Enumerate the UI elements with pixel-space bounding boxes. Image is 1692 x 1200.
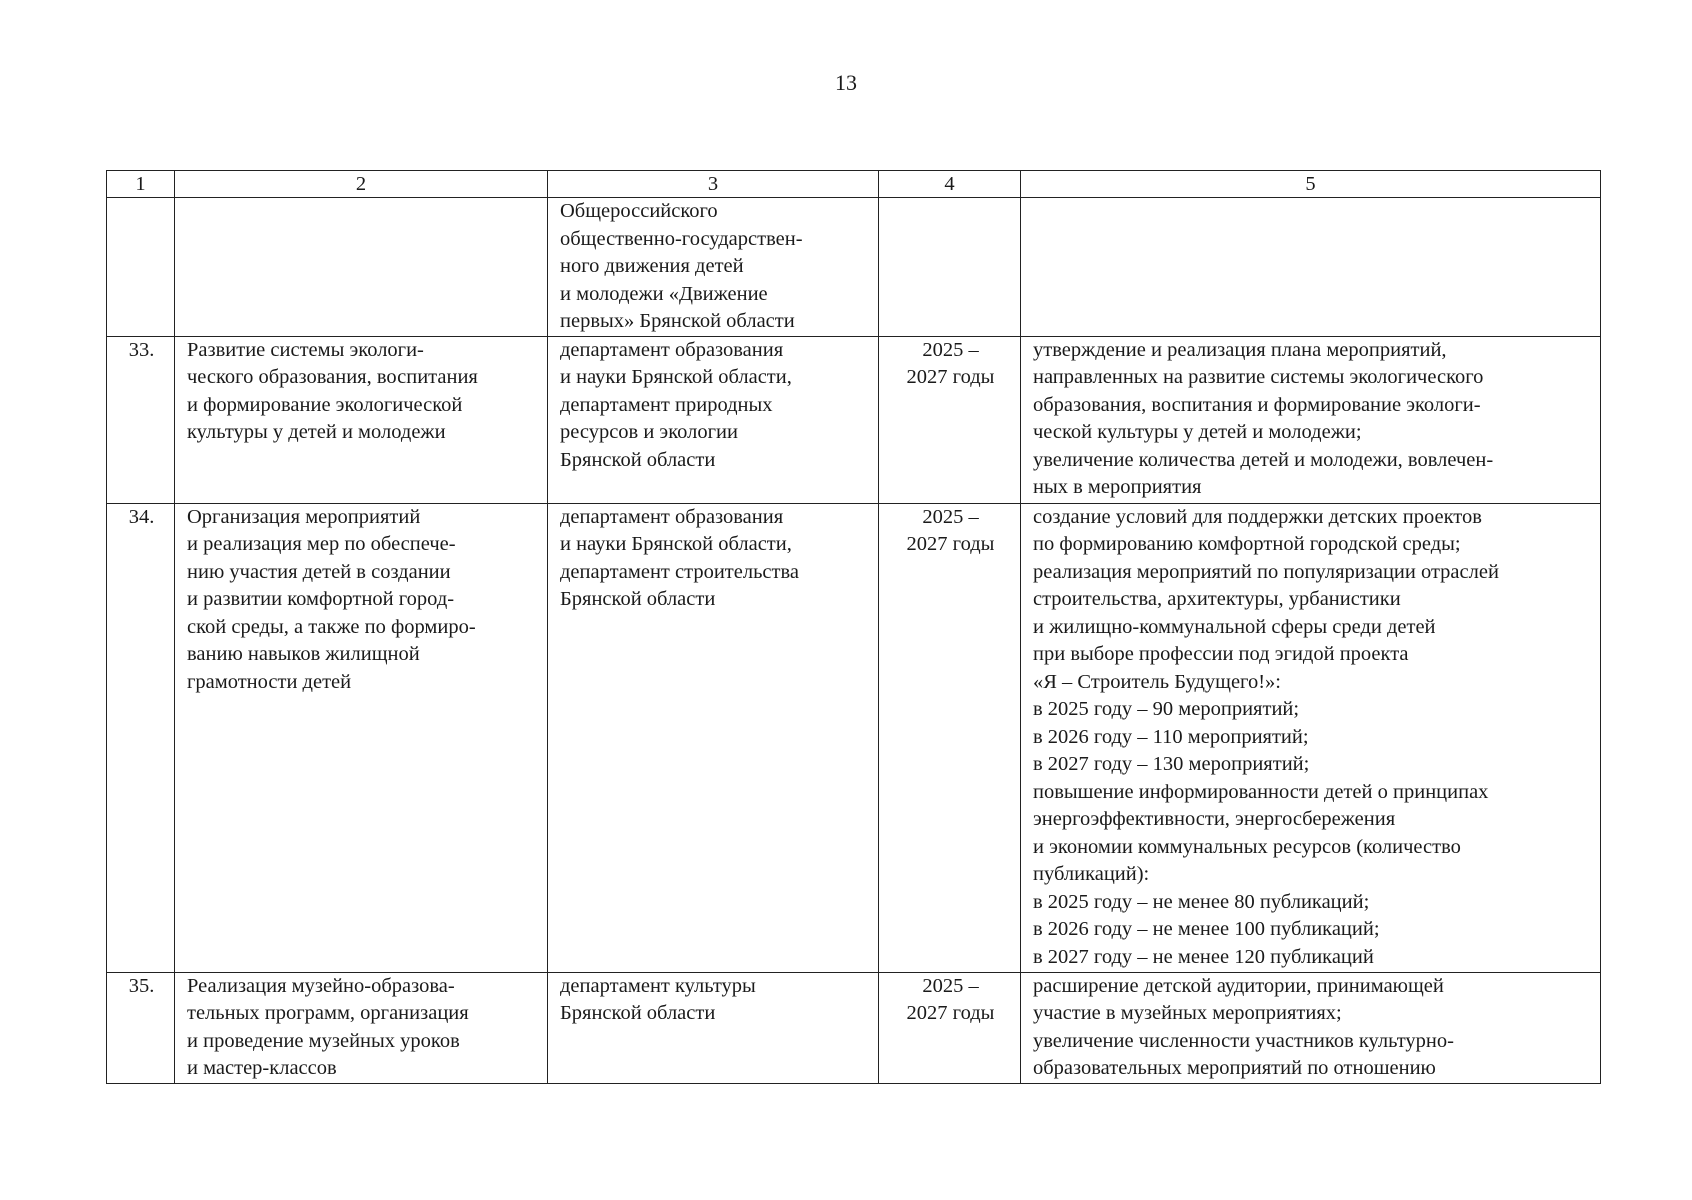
period-cell xyxy=(879,198,1021,337)
measures-table xyxy=(106,170,1601,1084)
table-row xyxy=(107,503,1601,972)
period-cell: 2025 – 2027 годы xyxy=(879,336,1021,503)
period-cell: 2025 – 2027 годы xyxy=(879,503,1021,972)
executors-cell: департамент образования и науки Брянской области, департамент строительства Брянской области xyxy=(548,503,879,972)
row-number: 33. xyxy=(107,336,175,503)
table-row xyxy=(107,198,1601,337)
result-cell: расширение детской аудитории, принимающей участие в музейных мероприятиях; увеличение численности участников культурно- образовательных мероприятий по отношению xyxy=(1021,972,1601,1083)
measure-cell: Развитие системы экологи- ческого образования, воспитания и формирование экологической культуры у детей и молодежи xyxy=(175,336,548,503)
measure-cell: Организация мероприятий и реализация мер по обеспече- нию участия детей в создании и развитии комфортной город- ской среды, а также по формиро- ванию навыков жилищной грамотности детей xyxy=(175,503,548,972)
row-number xyxy=(107,198,175,337)
measure-cell xyxy=(175,198,548,337)
page-number: 13 xyxy=(835,70,857,95)
column-number-3: 3 xyxy=(548,171,879,198)
result-cell: утверждение и реализация плана мероприятий, направленных на развитие системы экологического образования, воспитания и формирование экологи- ческой культуры у детей и молодежи; увеличение количества детей и молодежи, вовлечен- ных в мероприятия xyxy=(1021,336,1601,503)
column-number-2: 2 xyxy=(175,171,548,198)
result-cell: создание условий для поддержки детских проектов по формированию комфортной городской среды; реализация мероприятий по популяризации отраслей строительства, архитектуры, урбанистики и жилищно-коммунальной сферы среди детей при выборе профессии под эгидой проекта «Я – Строитель Будущего!»: в 2025 году – 90 мероприятий; в 2026 году – 110 мероприятий; в 2027 году – 130 мероприятий; повышение информированности детей о принципах энергоэффективности, энергосбережения и экономии коммунальных ресурсов (количество публикаций): в 2025 году – не менее 80 публикаций; в 2026 году – не менее 100 публикаций; в 2027 году – не менее 120 публикаций xyxy=(1021,503,1601,972)
measure-cell: Реализация музейно-образова- тельных программ, организация и проведение музейных уроков и мастер-классов xyxy=(175,972,548,1083)
column-number-5: 5 xyxy=(1021,171,1601,198)
executors-cell: департамент образования и науки Брянской области, департамент природных ресурсов и экологии Брянской области xyxy=(548,336,879,503)
row-number: 35. xyxy=(107,972,175,1083)
table-row xyxy=(107,972,1601,1083)
table-row xyxy=(107,336,1601,503)
period-cell: 2025 – 2027 годы xyxy=(879,972,1021,1083)
column-number-4: 4 xyxy=(879,171,1021,198)
column-number-1: 1 xyxy=(107,171,175,198)
row-number: 34. xyxy=(107,503,175,972)
executors-cell: Общероссийского общественно-государствен- ного движения детей и молодежи «Движение первых» Брянской области xyxy=(548,198,879,337)
table-header-row xyxy=(107,171,1601,198)
executors-cell: департамент культуры Брянской области xyxy=(548,972,879,1083)
result-cell xyxy=(1021,198,1601,337)
